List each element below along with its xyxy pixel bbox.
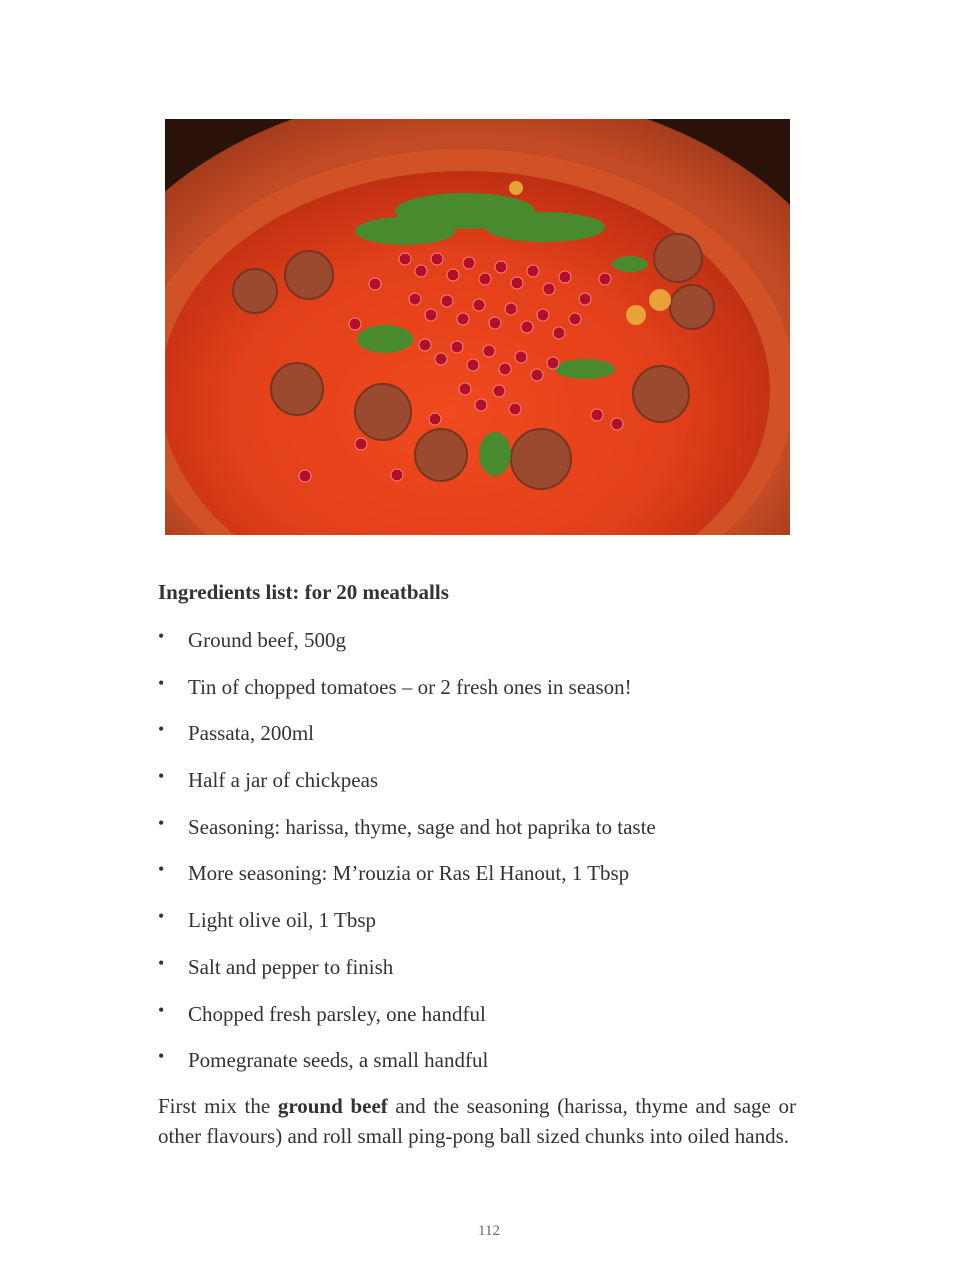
meatball-tagine-illustration	[165, 119, 790, 535]
bullet-icon: •	[158, 672, 165, 693]
paragraph-text-end: and the seasoning (harissa, thyme and sage or other flavours) and roll small ping-pong ball sized chunks into oiled hands.	[158, 1094, 796, 1148]
bullet-icon: •	[158, 999, 165, 1020]
method-paragraph	[158, 1091, 796, 1151]
bullet-icon: •	[158, 952, 165, 973]
list-item	[158, 1044, 798, 1091]
ingredient-text: Pomegranate seeds, a small handful	[188, 1048, 489, 1073]
ingredient-text: Tin of chopped tomatoes – or 2 fresh ones in season!	[188, 674, 632, 699]
page-number: 112	[478, 1223, 500, 1239]
ingredients-list	[158, 624, 798, 1091]
paragraph-text-start: First mix the	[158, 1094, 278, 1118]
bullet-icon: •	[158, 719, 165, 740]
tagine-photo	[165, 119, 790, 535]
list-item	[158, 998, 798, 1045]
list-item	[158, 951, 798, 998]
bullet-icon: •	[158, 906, 165, 927]
bullet-icon: •	[158, 626, 165, 646]
bullet-icon: •	[158, 766, 165, 787]
list-item	[158, 857, 798, 904]
ingredient-text: Light olive oil, 1 Tbsp	[188, 908, 377, 933]
list-item	[158, 811, 798, 858]
bullet-icon: •	[158, 812, 165, 833]
list-item	[158, 764, 798, 811]
ingredients-heading: Ingredients list: for 20 meatballs	[158, 580, 449, 604]
ingredient-text: Ground beef, 500g	[188, 628, 347, 652]
list-item	[158, 904, 798, 951]
ingredient-text: Chopped fresh parsley, one handful	[188, 1001, 486, 1026]
ingredient-text: More seasoning: M’rouzia or Ras El Hanout, 1 Tbsp	[188, 861, 630, 886]
list-item	[158, 671, 798, 718]
ingredient-text: Salt and pepper to finish	[188, 954, 394, 979]
list-item	[158, 717, 798, 764]
ingredient-text: Seasoning: harissa, thyme, sage and hot paprika to taste	[188, 814, 656, 839]
ingredient-text: Passata, 200ml	[188, 721, 314, 746]
ingredient-text: Half a jar of chickpeas	[188, 768, 379, 793]
list-item	[158, 624, 798, 671]
bullet-icon: •	[158, 859, 165, 880]
bullet-icon: •	[158, 1046, 165, 1067]
paragraph-bold-text: ground beef	[277, 1094, 388, 1118]
